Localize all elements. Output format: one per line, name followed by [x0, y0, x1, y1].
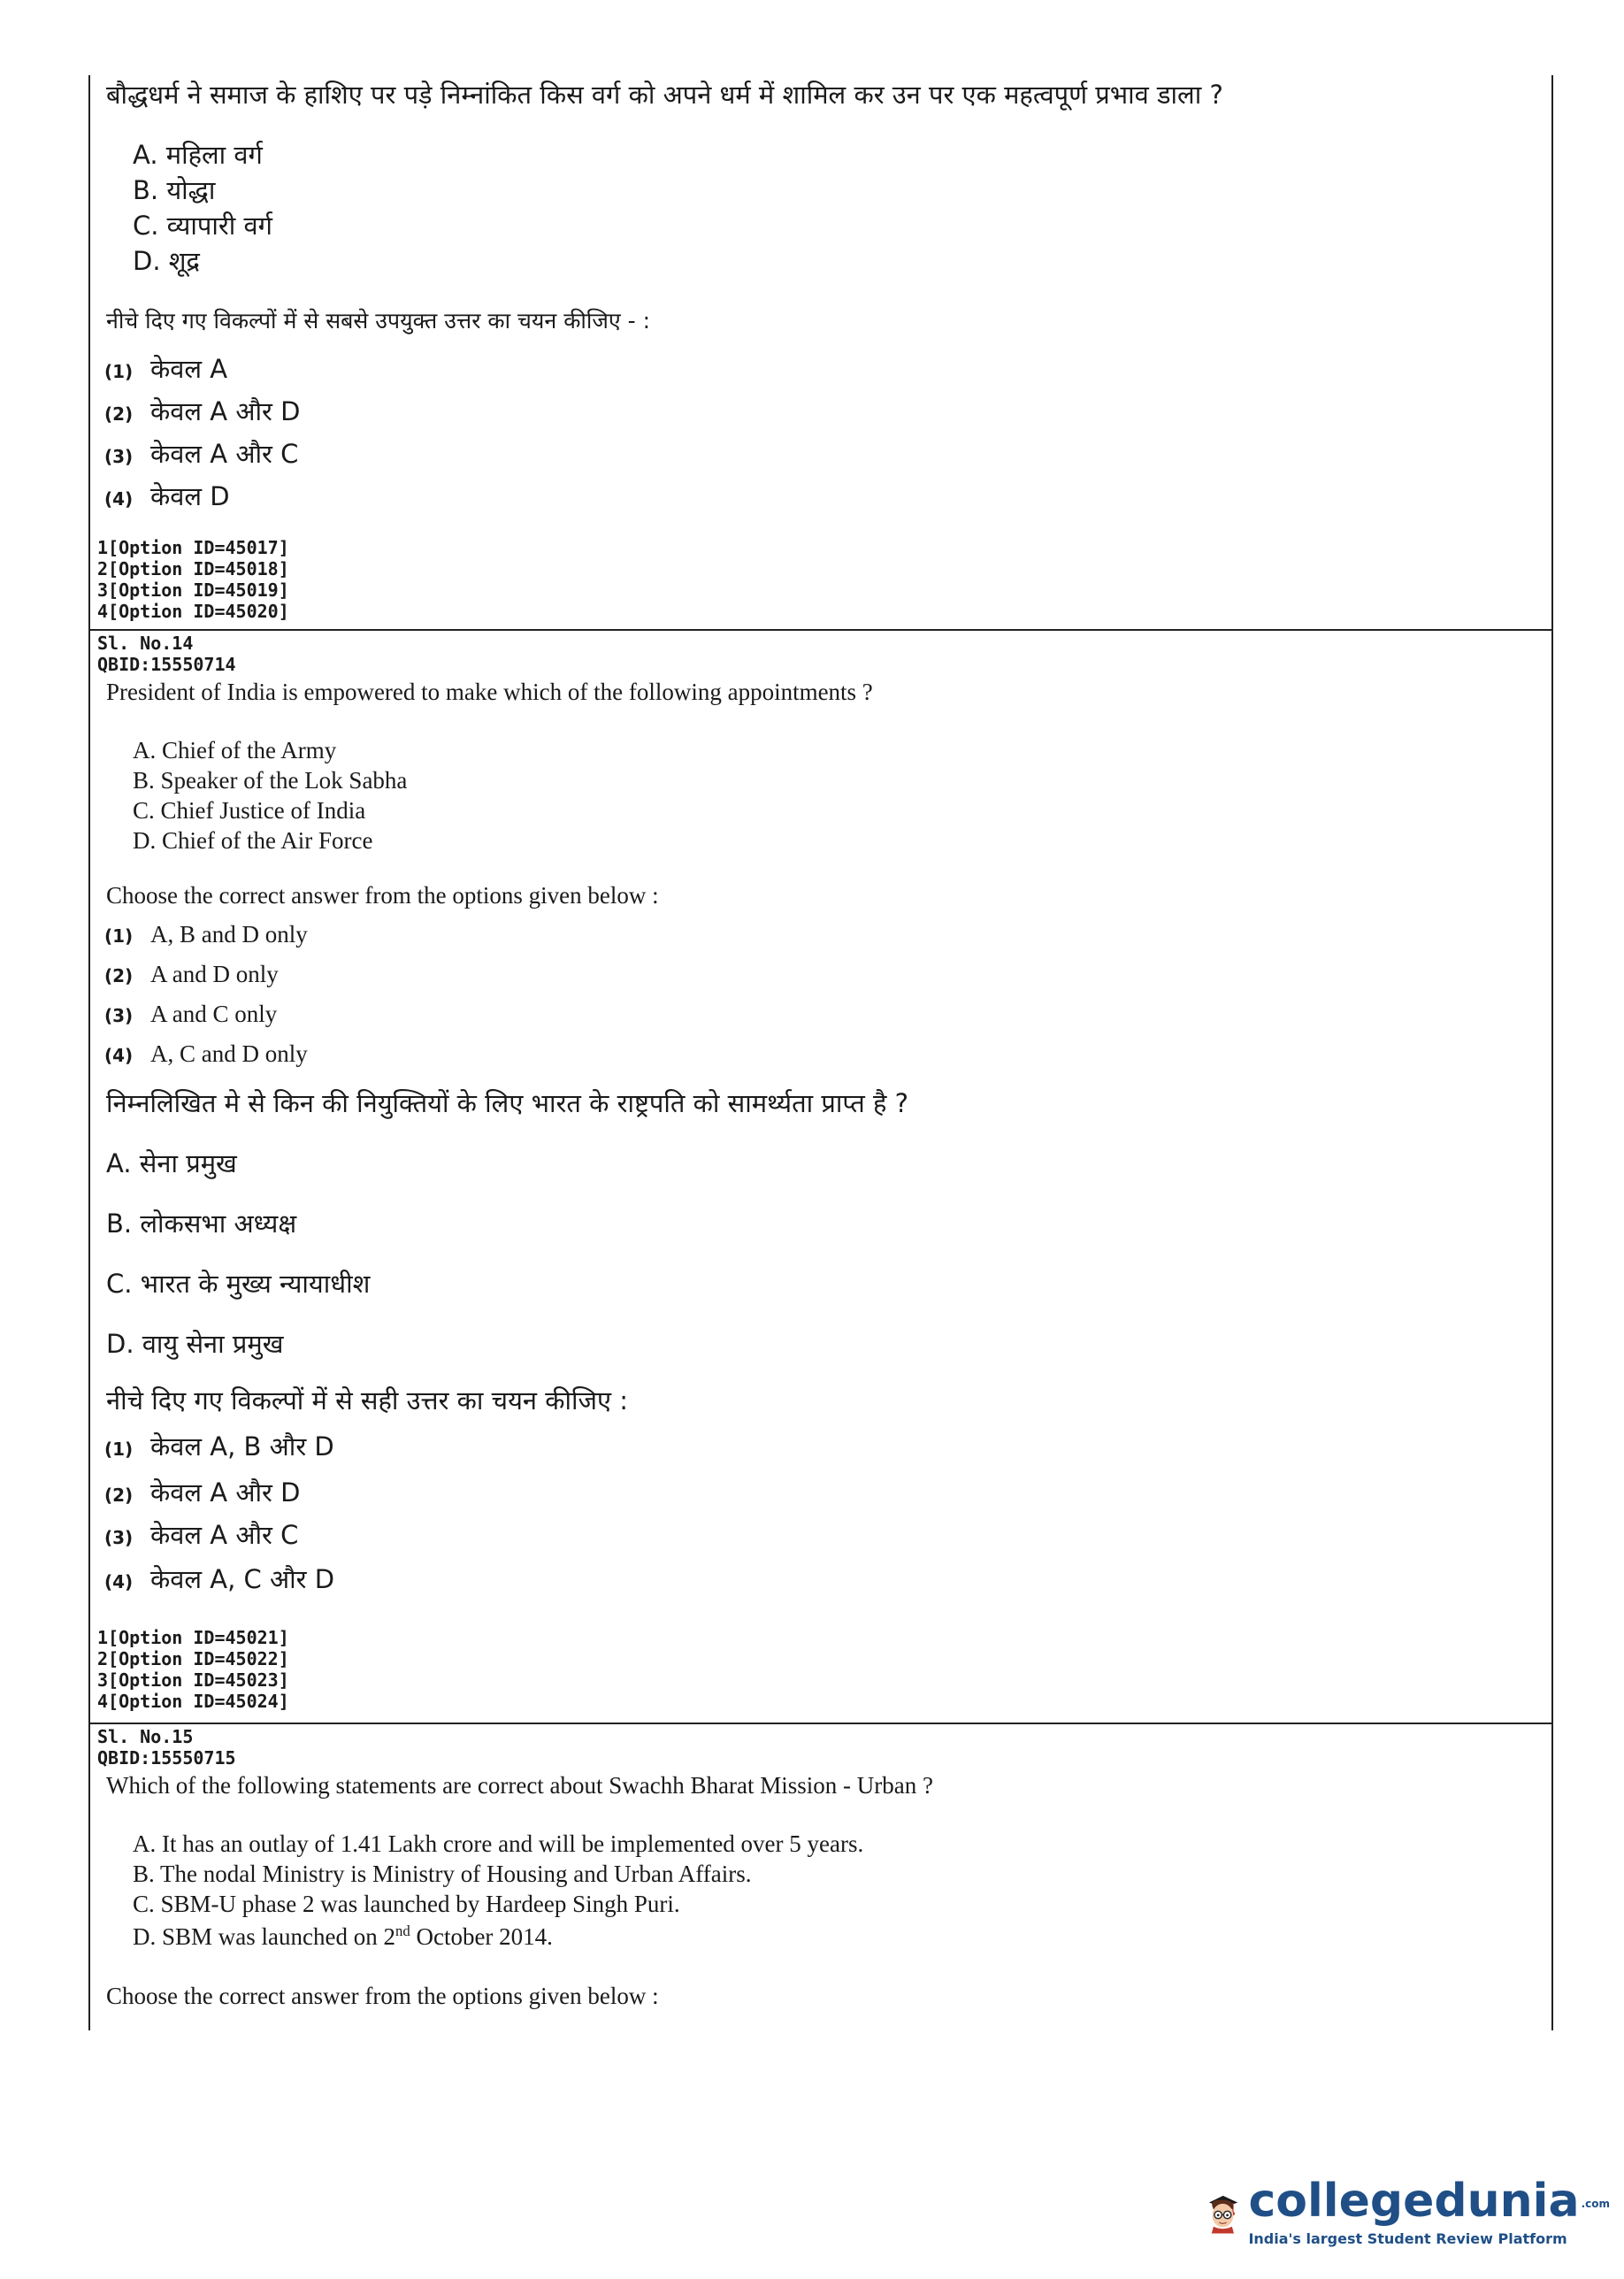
q14-choice-3-hi [104, 1517, 298, 1552]
option-id: 4[Option ID=45020] [97, 601, 289, 622]
q14-choice-4-en [104, 1040, 308, 1068]
option-id: 3[Option ID=45023] [97, 1669, 289, 1691]
q13-choice-3 [104, 436, 298, 471]
q14-option-ids [97, 1627, 289, 1712]
mascot-icon [1203, 2150, 1243, 2274]
q14-choice-4-hi [104, 1562, 334, 1596]
q13-choice-1 [104, 351, 227, 386]
q15-option-c: C. SBM-U phase 2 was launched by Hardeep Singh Puri. [133, 1891, 680, 1917]
collegedunia-logo [1203, 2150, 1610, 2274]
q14-question-en: President of India is empowered to make which of the following appointments ? [106, 679, 873, 705]
choice-text: A, B and D only [150, 921, 308, 948]
qbid: QBID:15550714 [97, 654, 236, 675]
serial-number: Sl. No.15 [97, 1726, 194, 1747]
option-id: 3[Option ID=45019] [97, 579, 289, 601]
q14-option-d-hi: D. वायु सेना प्रमुख [106, 1329, 284, 1359]
option-id: 1[Option ID=45017] [97, 537, 289, 558]
q14-option-b-en: B. Speaker of the Lok Sabha [133, 767, 408, 794]
option-id: 2[Option ID=45018] [97, 558, 289, 579]
choice-text: A, C and D only [150, 1040, 308, 1067]
q15-option-a: A. It has an outlay of 1.41 Lakh crore and will be implemented over 5 years. [133, 1830, 864, 1857]
q15-header [97, 1726, 236, 1769]
brand-tagline: India's largest Student Review Platform [1248, 2230, 1567, 2247]
q14-question-hi: निम्नलिखित मे से किन की नियुक्तियों के लिए भारत के राष्ट्रपति को सामर्थ्यता प्राप्त है ? [106, 1088, 909, 1118]
option-id: 1[Option ID=45021] [97, 1627, 289, 1648]
brand-dotcom: .com [1581, 2198, 1610, 2210]
choice-number: (2) [104, 965, 134, 986]
option-id: 2[Option ID=45022] [97, 1648, 289, 1669]
q13-question-hi: बौद्धधर्म ने समाज के हाशिए पर पड़े निम्नांकित किस वर्ग को अपने धर्म में शामिल कर उन पर एक महत्वपूर्ण प्रभाव डाला ? [106, 80, 1223, 110]
q15-question-en: Which of the following statements are correct about Swachh Bharat Mission - Urban ? [106, 1772, 933, 1799]
choice-number: (3) [104, 1005, 134, 1026]
q14-option-a-hi: A. सेना प्रमुख [106, 1148, 237, 1178]
choice-text: केवल D [150, 481, 230, 511]
q13-option-c: C. व्यापारी वर्ग [133, 211, 272, 241]
choice-number: (4) [104, 1045, 134, 1066]
choice-number: (4) [104, 488, 134, 510]
brand-text: collegedunia [1248, 2175, 1580, 2228]
option-d-text: D. SBM was launched on 2 [133, 1923, 395, 1950]
q13-option-a: A. महिला वर्ग [133, 140, 263, 170]
choice-number: (3) [104, 446, 134, 467]
q15-instruction-en: Choose the correct answer from the options given below : [106, 1983, 659, 2009]
q14-choice-1-en [104, 921, 308, 948]
q14-instruction-hi: नीचे दिए गए विकल्पों में से सही उत्तर का चयन कीजिए : [106, 1385, 629, 1416]
q14-option-b-hi: B. लोकसभा अध्यक्ष [106, 1209, 297, 1239]
q13-option-b: B. योद्धा [133, 175, 216, 205]
q13-instruction: नीचे दिए गए विकल्पों में से सबसे उपयुक्त उत्तर का चयन कीजिए - : [106, 308, 651, 334]
q14-instruction-en: Choose the correct answer from the options given below : [106, 882, 659, 909]
serial-number: Sl. No.14 [97, 633, 194, 654]
choice-number: (1) [104, 361, 134, 382]
choice-number: (1) [104, 925, 134, 947]
q13-option-ids [97, 537, 289, 622]
choice-text: केवल A, B और D [150, 1431, 334, 1462]
choice-text: केवल A और C [150, 439, 299, 469]
q14-choice-2-hi [104, 1475, 300, 1509]
choice-text: केवल A [150, 354, 228, 384]
choice-text: A and D only [150, 961, 279, 987]
q14-header [97, 633, 236, 675]
question-sheet [88, 75, 1553, 2030]
choice-text: केवल A और D [150, 396, 301, 426]
choice-number: (2) [104, 1485, 134, 1506]
q14-choice-3-en [104, 1001, 277, 1028]
brand-name [1248, 2176, 1610, 2229]
choice-number: (4) [104, 1571, 134, 1592]
q13-option-d: D. शूद्र [133, 246, 200, 276]
ordinal-suffix: nd [395, 1922, 410, 1939]
choice-text: केवल A और C [150, 1520, 299, 1550]
q14-choice-1-hi [104, 1429, 334, 1463]
q15-option-d [133, 1922, 553, 1951]
choice-text: केवल A, C और D [150, 1564, 335, 1594]
question-divider [90, 1723, 1551, 1724]
q14-option-a-en: A. Chief of the Army [133, 737, 337, 764]
q14-option-c-en: C. Chief Justice of India [133, 797, 366, 824]
choice-text: केवल A और D [150, 1477, 301, 1508]
q14-option-c-hi: C. भारत के मुख्य न्यायाधीश [106, 1269, 371, 1299]
qbid: QBID:15550715 [97, 1747, 236, 1769]
choice-number: (2) [104, 403, 134, 425]
choice-number: (3) [104, 1527, 134, 1548]
q13-choice-4 [104, 479, 230, 513]
q14-choice-2-en [104, 961, 279, 988]
option-d-text-end: October 2014. [410, 1923, 553, 1950]
q14-option-d-en: D. Chief of the Air Force [133, 827, 373, 854]
q13-choice-2 [104, 394, 300, 428]
question-divider [90, 629, 1551, 631]
q15-option-b: B. The nodal Ministry is Ministry of Housing and Urban Affairs. [133, 1861, 752, 1887]
option-id: 4[Option ID=45024] [97, 1691, 289, 1712]
choice-text: A and C only [150, 1001, 278, 1027]
choice-number: (1) [104, 1439, 134, 1460]
